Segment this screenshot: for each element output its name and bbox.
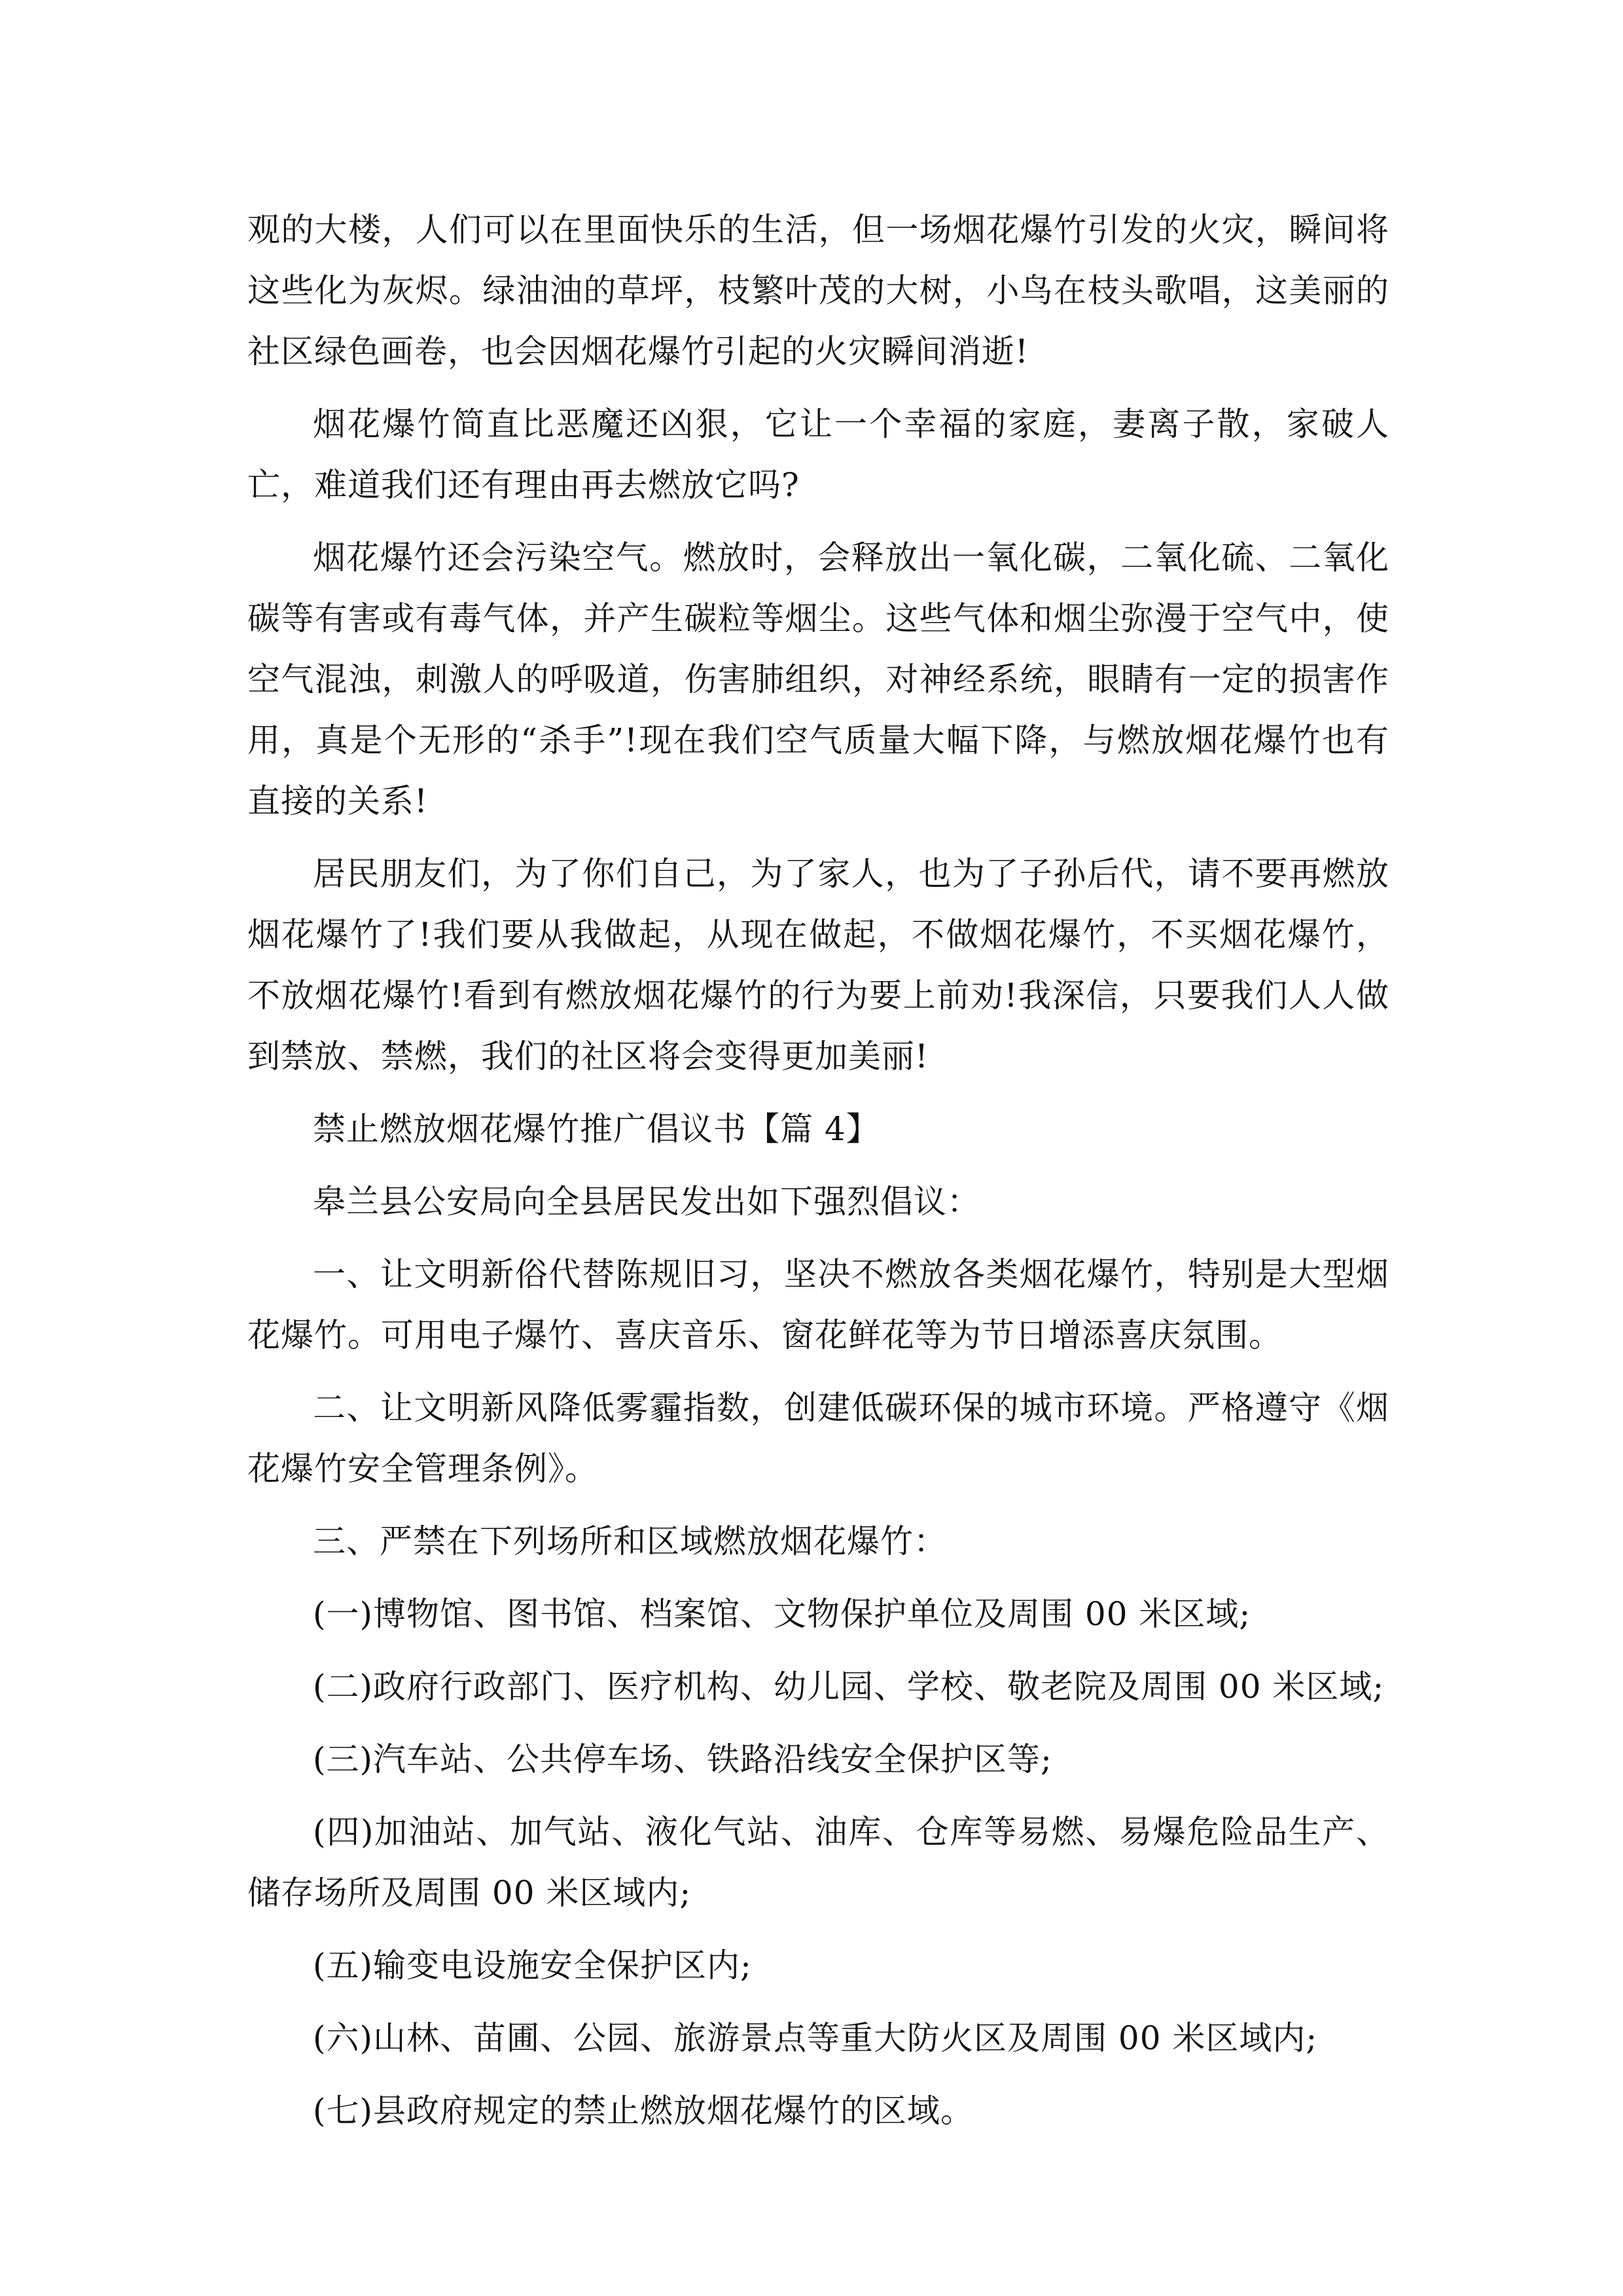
paragraph-4: 居民朋友们，为了你们自己，为了家人，也为了子孙后代，请不要再燃放烟花爆竹了!我们要从我做起，从现在做起，不做烟花爆竹，不买烟花爆竹，不放烟花爆竹!看到有燃放烟花爆竹的行为要上前劝!我深信，只要我们人人做到禁放、禁燃，我们的社区将会变得更加美丽! [247, 855, 1389, 1075]
sub-item-4: (四)加油站、加气站、液化气站、油库、仓库等易燃、易爆危险品生产、储存场所及周围 00 米区域内; [247, 1813, 1389, 1912]
sub-item-5: (五)输变电设施安全保护区内; [313, 1946, 752, 1984]
item-3: 三、严禁在下列场所和区域燃放烟花爆竹： [313, 1522, 947, 1560]
paragraph-3: 烟花爆竹还会污染空气。燃放时，会释放出一氧化碳，二氧化硫、二氧化碳等有害或有毒气体，并产生碳粒等烟尘。这些气体和烟尘弥漫于空气中，使空气混浊，刺激人的呼吸道，伤害肺组织，对神经系统，眼睛有一定的损害作用，真是个无形的“杀手”!现在我们空气质量大幅下降，与燃放烟花爆竹也有直接的关系! [247, 539, 1389, 820]
item-1: 一、让文明新俗代替陈规旧习，坚决不燃放各类烟花爆竹，特别是大型烟花爆竹。可用电子爆竹、喜庆音乐、窗花鲜花等为节日增添喜庆氛围。 [247, 1255, 1389, 1354]
section-heading: 禁止燃放烟花爆竹推广倡议书【篇 4】 [313, 1110, 880, 1148]
paragraph-1: 观的大楼，人们可以在里面快乐的生活，但一场烟花爆竹引发的火灾，瞬间将这些化为灰烬。绿油油的草坪，枝繁叶茂的大树，小鸟在枝头歌唱，这美丽的社区绿色画卷，也会因烟花爆竹引起的火灾瞬间消逝! [247, 211, 1389, 370]
paragraph-2: 烟花爆竹简直比恶魔还凶狠，它让一个幸福的家庭，妻离子散，家破人亡，难道我们还有理由再去燃放它吗? [247, 405, 1389, 504]
sub-item-7: (七)县政府规定的禁止燃放烟花爆竹的区域。 [313, 2092, 974, 2130]
sub-item-3: (三)汽车站、公共停车场、铁路沿线安全保护区等; [313, 1740, 1052, 1778]
sub-item-1: (一)博物馆、图书馆、档案馆、文物保护单位及周围 00 米区域; [313, 1595, 1251, 1633]
sub-item-6: (六)山林、苗圃、公园、旅游景点等重大防火区及周围 00 米区域内; [313, 2019, 1318, 2057]
item-2: 二、让文明新风降低雾霾指数，创建低碳环保的城市环境。严格遵守《烟花爆竹安全管理条例》。 [247, 1389, 1389, 1488]
paragraph-intro: 皋兰县公安局向全县居民发出如下强烈倡议： [313, 1183, 980, 1221]
document-body [247, 200, 1389, 2153]
sub-item-2: (二)政府行政部门、医疗机构、幼儿园、学校、敬老院及周围 00 米区域; [313, 1668, 1385, 1706]
